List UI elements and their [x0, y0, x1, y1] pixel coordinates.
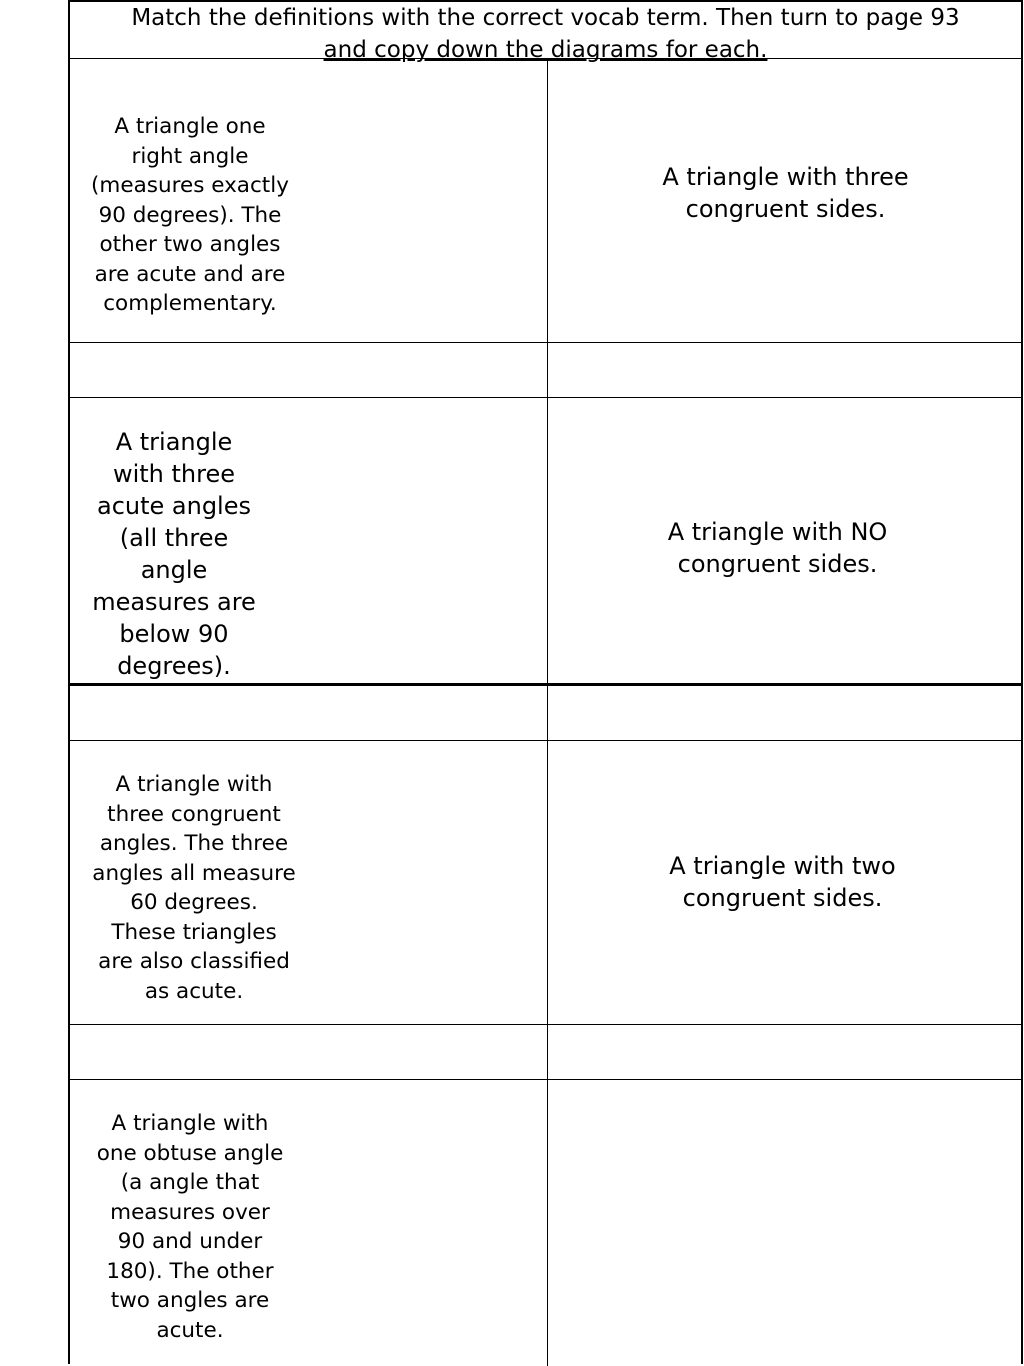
definition-cell-right-2 [540, 516, 1015, 580]
definition-line: right angle [131, 143, 249, 169]
instructions-header [70, 2, 1021, 63]
row-divider [70, 397, 1021, 398]
definition-line: other two angles [99, 232, 281, 257]
definition-cell-left-4 [70, 1109, 310, 1345]
definition-cell-right-1 [548, 161, 1023, 225]
answer-blank-left-1[interactable] [70, 344, 546, 397]
definition-line: are also classified [98, 949, 290, 974]
definition-line: congruent sides. [682, 884, 883, 912]
definition-line: angles all measure [92, 860, 296, 886]
definition-cell-right-4-empty [549, 1082, 1023, 1365]
instructions-line-2: and copy down the diagrams for each. [323, 37, 768, 63]
answer-blank-right-2[interactable] [549, 686, 1023, 739]
row-divider [70, 1079, 1021, 1080]
definition-line: (measures exactly [91, 173, 289, 198]
definition-cell-left-2 [70, 426, 278, 682]
definition-line: as acute. [144, 978, 244, 1004]
definition-line: measures are [92, 588, 256, 616]
definition-line: (a angle that [120, 1170, 260, 1195]
definition-line: A triangle with three [662, 163, 909, 191]
definition-cell-left-1 [70, 112, 310, 319]
definition-line: are acute and are [94, 261, 286, 287]
definition-cell-left-3 [72, 770, 316, 1006]
definition-line: three congruent [107, 801, 281, 827]
row-divider [70, 1024, 1021, 1025]
row-divider [70, 342, 1021, 343]
answer-blank-left-2[interactable] [70, 686, 546, 739]
definition-line: with three [112, 460, 236, 488]
instructions-line-1: Match the definitions with the correct vocab term. Then turn to page 93 [131, 5, 960, 31]
definition-line: acute. [156, 1317, 224, 1343]
answer-blank-right-1[interactable] [549, 344, 1023, 397]
definition-line: below 90 [119, 620, 229, 648]
definition-line: congruent sides. [677, 550, 878, 578]
definition-line: A triangle with NO [667, 518, 888, 546]
definition-line: two angles are [110, 1288, 270, 1313]
definition-line: These triangles [111, 919, 277, 945]
definition-line: measures over [110, 1199, 270, 1225]
definition-line: one obtuse angle [96, 1140, 284, 1166]
definition-line: 60 degrees. [130, 890, 258, 915]
definition-line: A triangle [115, 428, 233, 456]
row-divider [70, 740, 1021, 741]
answer-blank-left-3[interactable] [70, 1026, 546, 1079]
definition-line: degrees). [117, 652, 231, 680]
worksheet-table [68, 0, 1023, 1364]
definition-line: A triangle with two [669, 852, 896, 880]
definition-line: 90 and under [117, 1229, 263, 1254]
definition-line: 90 degrees). The [98, 202, 282, 228]
definition-line: 180). The other [106, 1258, 274, 1284]
definition-line: acute angles [96, 492, 251, 520]
definition-line: (all three [119, 524, 229, 552]
definition-line: A triangle one [114, 114, 266, 139]
definition-line: A triangle with [111, 1111, 269, 1136]
definition-line: congruent sides. [685, 195, 886, 223]
definition-line: complementary. [103, 291, 277, 316]
column-divider [547, 59, 548, 1366]
answer-blank-right-3[interactable] [549, 1026, 1023, 1079]
definition-line: angles. The three [99, 831, 289, 856]
definition-line: A triangle with [115, 772, 273, 797]
definition-cell-right-3 [545, 850, 1020, 914]
definition-line: angle [140, 556, 208, 584]
